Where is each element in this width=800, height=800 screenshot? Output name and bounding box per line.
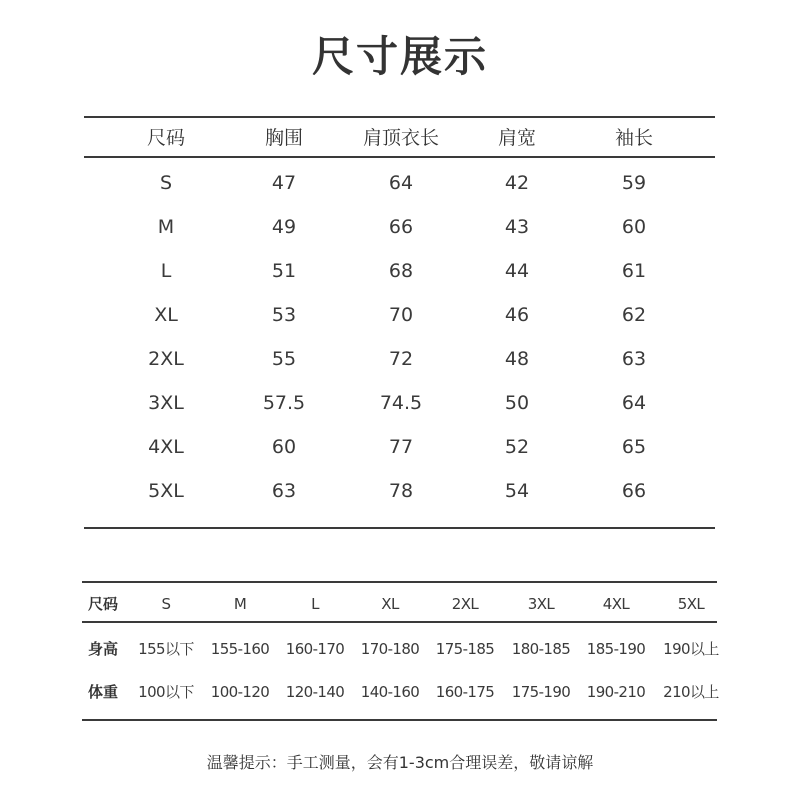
cell-size: 5XL <box>148 480 184 502</box>
cell-chest: 63 <box>271 480 297 502</box>
cell-length: 72 <box>388 348 414 370</box>
table2-cell: 120-140 <box>285 683 345 701</box>
table2-cell: 185-190 <box>586 640 646 658</box>
cell-length: 68 <box>388 260 414 282</box>
cell-chest: 47 <box>271 172 297 194</box>
cell-size: XL <box>154 304 178 326</box>
cell-size: 2XL <box>148 348 184 370</box>
cell-length: 66 <box>388 216 414 238</box>
page-title: 尺寸展示 <box>311 32 488 81</box>
table2-cell: L <box>311 595 319 613</box>
cell-sleeve: 61 <box>621 260 647 282</box>
table2-cell: 170-180 <box>360 640 420 658</box>
cell-shoulder: 46 <box>504 304 530 326</box>
header-length: 肩顶衣长 <box>362 127 439 149</box>
table2-cell: 100-120 <box>210 683 270 701</box>
table2-cell: 155-160 <box>210 640 270 658</box>
cell-shoulder: 54 <box>504 480 530 502</box>
table2-top-border <box>82 581 717 583</box>
table-bottom-border <box>84 527 715 529</box>
table2-cell: 175-185 <box>435 640 495 658</box>
table2-cell: 4XL <box>602 595 630 613</box>
cell-sleeve: 65 <box>621 436 647 458</box>
cell-size: L <box>160 260 172 282</box>
table2-cell: 160-170 <box>285 640 345 658</box>
table2-cell: S <box>161 595 171 613</box>
cell-chest: 53 <box>271 304 297 326</box>
cell-length: 70 <box>388 304 414 326</box>
table2-cell: 175-190 <box>511 683 571 701</box>
table2-cell: 140-160 <box>360 683 420 701</box>
cell-sleeve: 60 <box>621 216 647 238</box>
cell-chest: 60 <box>271 436 297 458</box>
header-chest: 胸围 <box>264 127 303 149</box>
cell-sleeve: 66 <box>621 480 647 502</box>
cell-shoulder: 42 <box>504 172 530 194</box>
cell-length: 78 <box>388 480 414 502</box>
cell-chest: 55 <box>271 348 297 370</box>
table2-cell: 160-175 <box>435 683 495 701</box>
header-shoulder: 肩宽 <box>497 127 536 149</box>
cell-sleeve: 63 <box>621 348 647 370</box>
header-size: 尺码 <box>146 127 185 149</box>
cell-chest: 57.5 <box>262 392 306 414</box>
cell-size: S <box>159 172 173 194</box>
cell-shoulder: 43 <box>504 216 530 238</box>
table2-cell: 210以上 <box>663 683 719 701</box>
cell-length: 74.5 <box>379 392 423 414</box>
cell-size: M <box>157 216 175 238</box>
cell-length: 77 <box>388 436 414 458</box>
cell-chest: 51 <box>271 260 297 282</box>
table2-cell: M <box>233 595 247 613</box>
cell-sleeve: 59 <box>621 172 647 194</box>
table2-header-border <box>82 621 717 623</box>
table2-cell: 5XL <box>677 595 705 613</box>
cell-sleeve: 62 <box>621 304 647 326</box>
table2-cell: 190以上 <box>663 640 719 658</box>
table2-cell: 2XL <box>451 595 479 613</box>
cell-chest: 49 <box>271 216 297 238</box>
table-top-border <box>84 116 715 118</box>
cell-shoulder: 50 <box>504 392 530 414</box>
cell-shoulder: 44 <box>504 260 530 282</box>
header-sleeve: 袖长 <box>614 127 653 149</box>
cell-shoulder: 52 <box>504 436 530 458</box>
cell-sleeve: 64 <box>621 392 647 414</box>
row-label: 体重 <box>87 683 118 701</box>
cell-length: 64 <box>388 172 414 194</box>
row-label: 身高 <box>87 640 118 658</box>
measurement-note: 温馨提示：手工测量，会有1-3cm合理误差，敬请谅解 <box>206 753 594 772</box>
table2-cell: 190-210 <box>586 683 646 701</box>
cell-size: 4XL <box>148 436 184 458</box>
table2-cell: XL <box>381 595 399 613</box>
row-label: 尺码 <box>87 595 118 613</box>
table-header-border <box>84 156 715 158</box>
table2-cell: 100以下 <box>138 683 194 701</box>
cell-size: 3XL <box>148 392 184 414</box>
table2-cell: 3XL <box>527 595 555 613</box>
table2-cell: 155以下 <box>138 640 194 658</box>
cell-shoulder: 48 <box>504 348 530 370</box>
table2-bottom-border <box>82 719 717 721</box>
table2-cell: 180-185 <box>511 640 571 658</box>
